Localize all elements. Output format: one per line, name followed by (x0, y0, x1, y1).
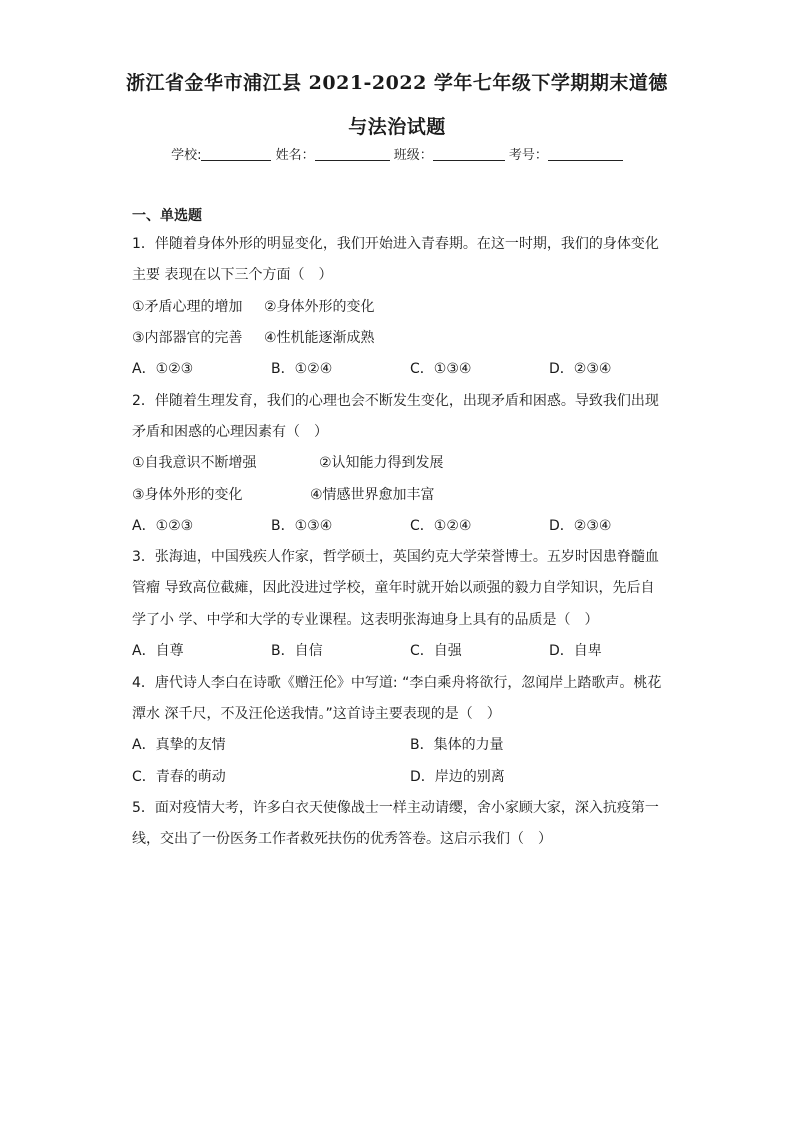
class-blank[interactable] (433, 147, 505, 161)
q4-option-c[interactable]: C．青春的萌动 (132, 769, 226, 785)
q4-option-a[interactable]: A．真挚的友情 (132, 737, 226, 753)
q2-option-d[interactable]: D．②③④ (549, 518, 612, 534)
q4-stem-line1: 4．唐代诗人李白在诗歌《赠汪伦》中写道: “李白乘舟将欲行，忽闻岸上踏歌声。桃花 (132, 675, 662, 691)
q2-statement-4: ④情感世界愈加丰富 (310, 487, 435, 503)
q1-stem-line1: 1．伴随着身体外形的明显变化，我们开始进入青春期。在这一时期，我们的身体变化 (132, 236, 659, 252)
q4-option-d[interactable]: D．岸边的别离 (410, 769, 505, 785)
q5-stem-line1: 5．面对疫情大考，许多白衣天使像战士一样主动请缨，舍小家顾大家，深入抗疫第一 (132, 800, 659, 816)
section-heading: 一、单选题 (132, 208, 202, 224)
q3-stem-line1: 3．张海迪，中国残疾人作家，哲学硕士，英国约克大学荣誉博士。五岁时因患脊髓血 (132, 549, 659, 565)
exam-title-line1: 浙江省金华市浦江县 2021-2022 学年七年级下学期期末道德 (126, 72, 668, 94)
q3-option-c[interactable]: C．自强 (410, 643, 462, 659)
q1-option-b[interactable]: B．①②④ (271, 361, 333, 377)
q3-stem-line3: 学了小 学、中学和大学的专业课程。这表明张海迪身上具有的品质是（ ） (132, 612, 599, 628)
q1-option-d[interactable]: D．②③④ (549, 361, 612, 377)
q2-statement-1: ①自我意识不断增强 (132, 455, 257, 471)
name-blank[interactable] (315, 147, 390, 161)
q2-option-c[interactable]: C．①②④ (410, 518, 472, 534)
exam-no-label: 考号： (508, 148, 548, 163)
q1-option-c[interactable]: C．①③④ (410, 361, 472, 377)
exam-no-blank[interactable] (548, 147, 623, 161)
school-blank[interactable] (201, 147, 271, 161)
q3-stem-line2: 管瘤 导致高位截瘫，因此没进过学校，童年时就开始以顽强的毅力自学知识，先后自 (132, 580, 655, 596)
school-label: 学校: (171, 148, 202, 163)
q2-stem-line1: 2．伴随着生理发育，我们的心理也会不断发生变化，出现矛盾和困惑。导致我们出现 (132, 393, 659, 409)
class-label: 班级： (393, 148, 433, 163)
q4-stem-line2: 潭水 深千尺，不及汪伦送我情。”这首诗主要表现的是（ ） (132, 706, 501, 722)
exam-title-line2: 与法治试题 (348, 116, 446, 138)
q3-option-b[interactable]: B．自信 (271, 643, 323, 659)
q1-option-a[interactable]: A．①②③ (132, 361, 194, 377)
q4-option-b[interactable]: B．集体的力量 (410, 737, 504, 753)
q2-option-b[interactable]: B．①③④ (271, 518, 333, 534)
q5-stem-line2: 线，交出了一份医务工作者救死扶伤的优秀答卷。这启示我们（ ） (132, 831, 552, 847)
q2-statement-3: ③身体外形的变化 (132, 487, 243, 503)
name-label: 姓名： (275, 148, 315, 163)
q1-statement-3: ③内部器官的完善 (132, 330, 243, 346)
q1-stem-line2: 主要 表现在以下三个方面（ ） (132, 267, 333, 283)
q3-option-d[interactable]: D．自卑 (549, 643, 602, 659)
q1-statement-4: ④性机能逐渐成熟 (264, 330, 375, 346)
q2-stem-line2: 矛盾和困惑的心理因素有（ ） (132, 424, 328, 440)
q1-statement-2: ②身体外形的变化 (264, 299, 375, 315)
q2-option-a[interactable]: A．①②③ (132, 518, 194, 534)
q1-statement-1: ①矛盾心理的增加 (132, 299, 243, 315)
student-info-row (0, 144, 794, 163)
q3-option-a[interactable]: A．自尊 (132, 643, 184, 659)
q2-statement-2: ②认知能力得到发展 (319, 455, 444, 471)
